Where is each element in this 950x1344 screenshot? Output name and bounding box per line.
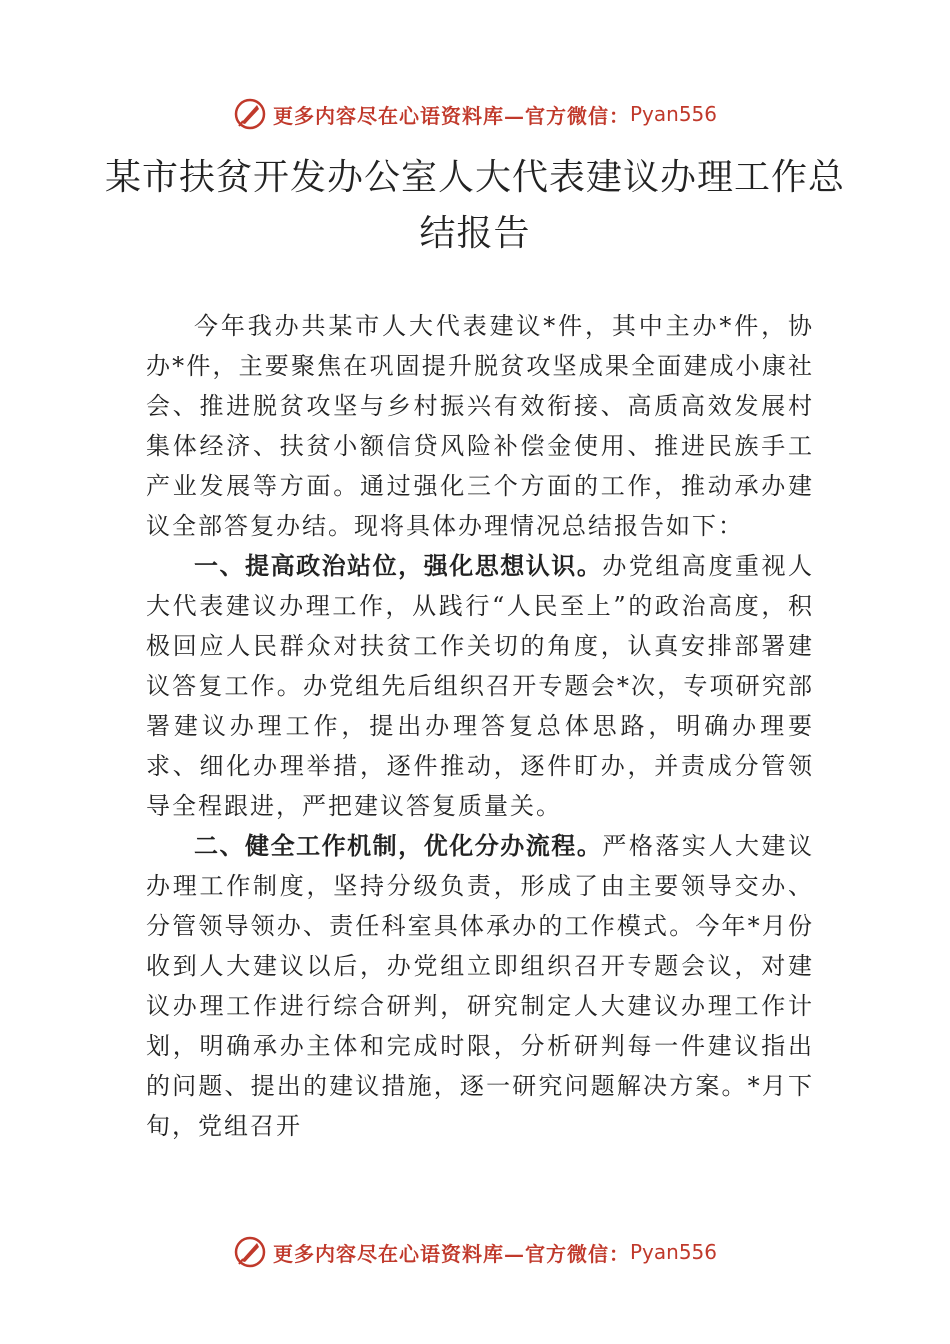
document-title: 某市扶贫开发办公室人大代表建议办理工作总结报告 bbox=[104, 157, 845, 254]
section-2-heading: 二、健全工作机制，优化分办流程。 bbox=[194, 832, 603, 860]
section-1-heading: 一、提高政治站位，强化思想认识。 bbox=[194, 552, 603, 580]
watermark-wechat-id: Pyan556 bbox=[629, 102, 717, 126]
watermark-wechat-id: Pyan556 bbox=[629, 1240, 717, 1264]
watermark-text: 更多内容尽在心语资料库—官方微信： bbox=[272, 1241, 630, 1266]
section-1-paragraph bbox=[146, 546, 814, 826]
document-body bbox=[146, 306, 814, 1146]
section-2-body: 严格落实人大建议办理工作制度，坚持分级负责，形成了由主要领导交办、分管领导领办、责任科室具体承办的工作模式。今年*月份收到人大建议以后，办党组立即组织召开专题会议，对建议办理工作进行综合研判，研究制定人大建议办理工作计划，明确承办主体和完成时限，分析研判每一件建议指出的问题、提出的建议措施，逐一研究问题解决方案。*月下旬，党组召开 bbox=[146, 832, 815, 1140]
quill-logo-icon bbox=[233, 97, 267, 131]
quill-logo-icon bbox=[233, 1235, 267, 1269]
intro-paragraph: 今年我办共某市人大代表建议*件，其中主办*件，协办*件，主要聚焦在巩固提升脱贫攻坚成果全面建成小康社会、推进脱贫攻坚与乡村振兴有效衔接、高质高效发展村集体经济、扶贫小额信贷风险补偿金使用、推进民族手工产业发展等方面。通过强化三个方面的工作，推动承办建议全部答复办结。现将具体办理情况总结报告如下： bbox=[146, 312, 814, 540]
watermark-text: 更多内容尽在心语资料库—官方微信： bbox=[272, 103, 630, 128]
watermark-footer bbox=[0, 1232, 950, 1272]
section-2-paragraph bbox=[146, 826, 814, 1146]
section-1-body: 办党组高度重视人大代表建议办理工作，从践行“人民至上”的政治高度，积极回应人民群众对扶贫工作关切的角度，认真安排部署建议答复工作。办党组先后组织召开专题会*次，专项研究部署建议办理工作，提出办理答复总体思路，明确办理要求、细化办理举措，逐件推动，逐件盯办，并责成分管领导全程跟进，严把建议答复质量关。 bbox=[146, 552, 815, 820]
watermark-header bbox=[0, 94, 950, 134]
